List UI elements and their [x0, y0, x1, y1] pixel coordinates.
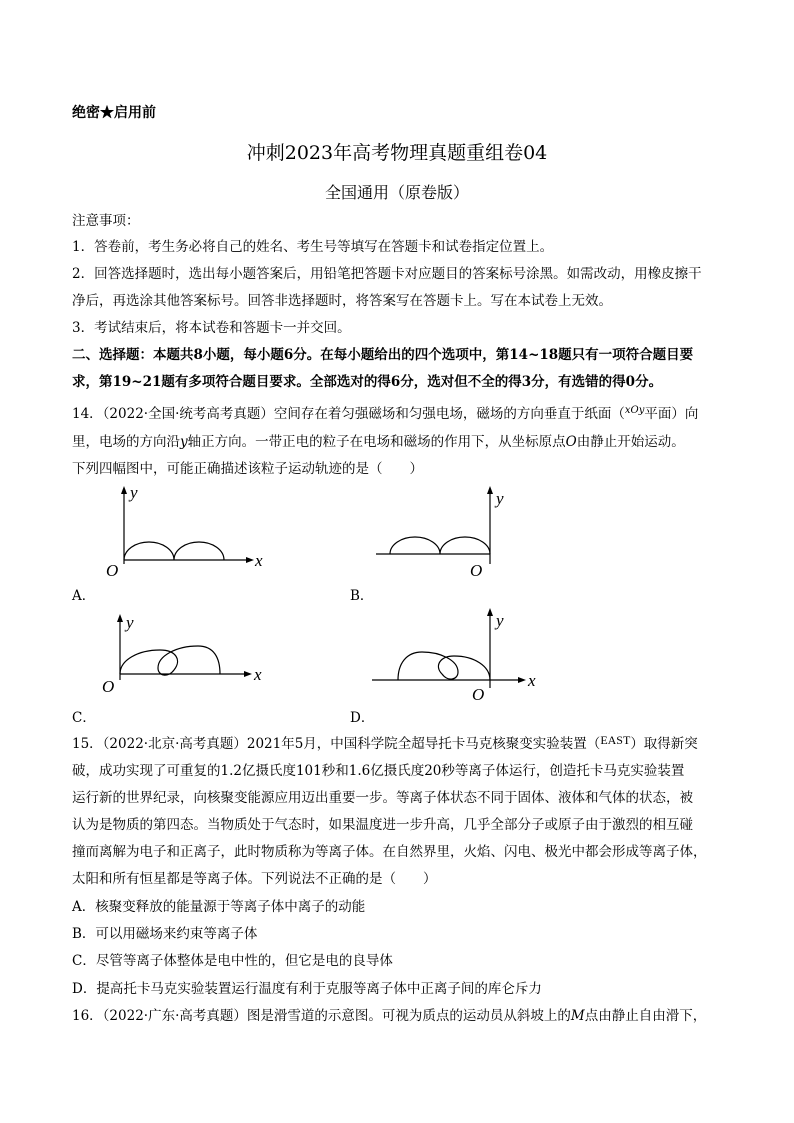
- page-title: 冲刺2023年高考物理真题重组卷04: [246, 142, 548, 164]
- trajectory: [124, 542, 224, 560]
- option-b-figure: [370, 484, 550, 584]
- option-b-label[interactable]: B．: [350, 588, 374, 604]
- q15-line: 撞而离解为电子和正离子，此时物质称为等离子体。在自然界里，火焰、闪电、极光中都会形成等离子体，: [72, 844, 707, 860]
- option-d-label[interactable]: D．: [350, 710, 375, 726]
- q15-line1: [72, 735, 698, 753]
- q15-choice-b[interactable]: B．可以用磁场来约束等离子体: [72, 926, 258, 942]
- q14-line1: [72, 405, 698, 425]
- x-axis-arrow: [244, 671, 252, 677]
- q15-text: ）取得新突: [630, 736, 698, 752]
- q14-text: 里，电场的方向沿: [72, 434, 180, 450]
- origin-label: O: [472, 685, 485, 704]
- note-item: 3．考试结束后，将本试卷和答题卡一并交回。: [72, 320, 351, 336]
- q15-line: 认为是物质的第四态。当物质处于气态时，如果温度进一步升高，几乎全部分子或原子由于激烈的相互碰: [72, 817, 693, 833]
- y-axis-arrow: [487, 486, 493, 494]
- q14-text: 由静止开始运动。: [576, 434, 685, 450]
- q15-choice-a[interactable]: A．核聚变释放的能量源于等离子体中离子的动能: [72, 899, 366, 915]
- option-a-figure: [100, 484, 290, 584]
- q14-text: 轴正方向。一带正电的粒子在电场和磁场的作用下，从坐标原点: [187, 434, 566, 450]
- x-label: x: [254, 665, 262, 684]
- option-c-figure: [100, 608, 290, 708]
- y-axis-arrow: [121, 486, 127, 494]
- option-d-figure: [370, 608, 550, 708]
- page-subtitle: 全国通用（原卷版）: [324, 183, 469, 202]
- q15-text: 15．（2022·北京·高考真题）2021年5月，中国科学院全超导托卡马克核聚变实验装置（: [72, 736, 601, 752]
- x-axis-arrow: [518, 677, 526, 683]
- trajectory: [390, 537, 490, 554]
- confidential-label: 绝密★启用前: [72, 105, 156, 121]
- section-heading-line2: 求，第19~21题有多项符合题目要求。全部选对的得6分，选对但不全的得3分，有选错的得0分。: [72, 374, 663, 390]
- trajectory: [398, 652, 490, 680]
- q15-line: 破，成功实现了可重复的1.2亿摄氏度101秒和1.6亿摄氏度20秒等离子体运行，创造托卡马克实验装置: [72, 763, 685, 779]
- trajectory: [120, 646, 220, 675]
- q15-line: 运行新的世界纪录，向核聚变能源应用迈出重要一步。等离子体状态不同于固体、液体和气体的状态，被: [72, 790, 693, 806]
- y-axis-arrow: [487, 608, 493, 616]
- note-item: 2．回答选择题时，选出每小题答案后，用铅笔把答题卡对应题目的答案标号涂黑。如需改动，用橡皮擦干: [72, 266, 702, 282]
- q14-line2: [72, 433, 685, 451]
- y-label: y: [126, 613, 134, 632]
- q16-text: 16．（2022·广东·高考真题）图是滑雪道的示意图。可视为质点的运动员从斜坡上的: [72, 1008, 571, 1024]
- note-item: 净后，再选涂其他答案标号。回答非选择题时，将答案写在答题卡上。写在本试卷上无效。: [72, 293, 612, 309]
- notes-heading: 注意事项：: [72, 213, 140, 229]
- note-item: 1．答卷前，考生务必将自己的姓名、考生号等填写在答题卡和试卷指定位置上。: [72, 239, 554, 255]
- q16-line1: [72, 1007, 706, 1025]
- origin-label: O: [470, 561, 483, 580]
- q14-text: 平面）向: [644, 406, 699, 422]
- q15-line: 太阳和所有恒星都是等离子体。下列说法不正确的是（ ）: [72, 871, 437, 887]
- y-axis-arrow: [117, 614, 123, 622]
- q14-line3: 下列四幅图中，可能正确描述该粒子运动轨迹的是（ ）: [72, 461, 423, 477]
- section-heading-line1: 二、选择题：本题共8小题，每小题6分。在每小题给出的四个选项中，第14~18题只有一项符合题目要: [72, 347, 694, 363]
- m-math: M: [570, 1008, 585, 1024]
- origin-label: O: [106, 561, 119, 580]
- y-math: y: [180, 434, 188, 450]
- plane-math: xOy: [624, 405, 645, 416]
- origin-label: O: [102, 677, 115, 696]
- option-a-label[interactable]: A．: [72, 588, 96, 604]
- x-axis-arrow: [246, 557, 254, 563]
- o-math: O: [565, 434, 577, 450]
- q15-choice-d[interactable]: D．提高托卡马克实验装置运行温度有利于克服等离子体中正离子间的库仑斥力: [72, 981, 542, 997]
- q14-text: 14．（2022·全国·统考高考真题）空间存在着匀强磁场和匀强电场，磁场的方向垂直于纸面（: [72, 406, 625, 422]
- y-label: y: [496, 611, 504, 630]
- q16-text: 点由静止自由滑下，: [584, 1008, 707, 1024]
- x-label: x: [255, 551, 263, 570]
- y-label: y: [496, 489, 504, 508]
- y-label: y: [130, 484, 138, 502]
- q15-choice-c[interactable]: C．尽管等离子体整体是电中性的，但它是电的良导体: [72, 953, 393, 969]
- east-label: EAST: [600, 733, 631, 747]
- option-c-label[interactable]: C．: [72, 710, 96, 726]
- x-label: x: [528, 671, 536, 690]
